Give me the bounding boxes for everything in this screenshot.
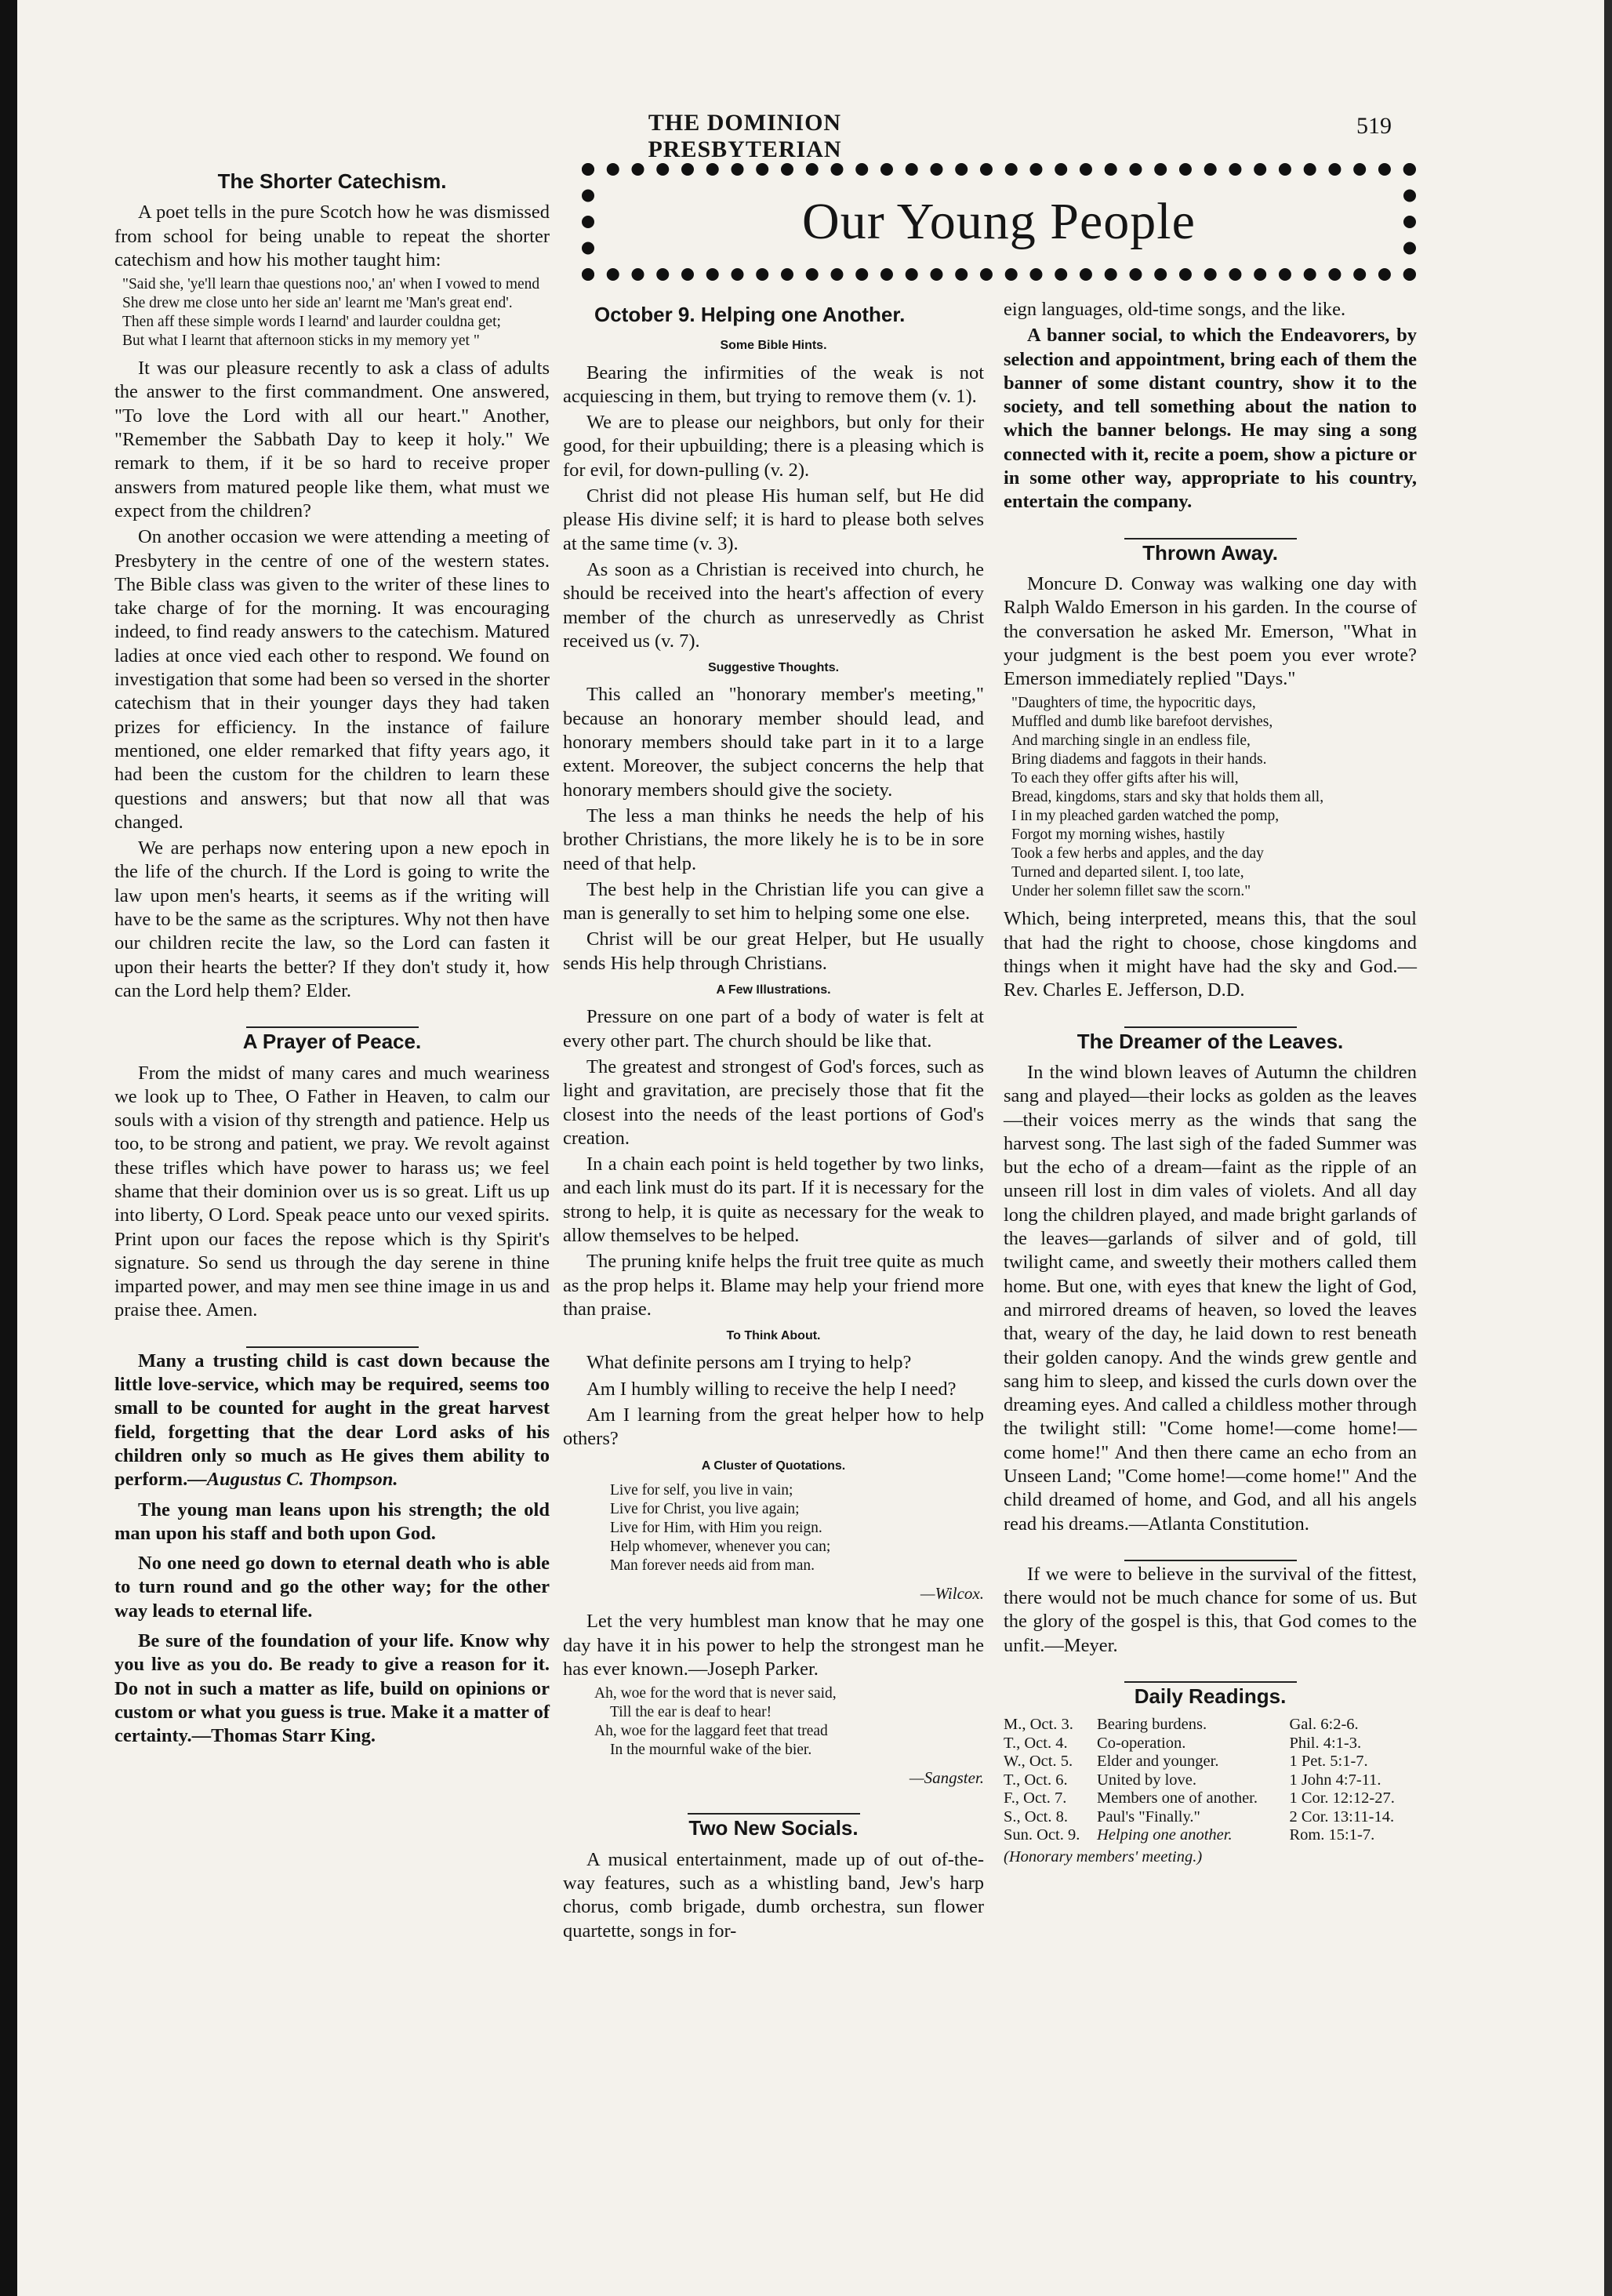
masthead: THE DOMINION PRESBYTERIAN	[648, 110, 842, 162]
days-poem	[1004, 694, 1417, 901]
suggestion-paragraph: This called an "honorary member's meeting," because an honorary member should lead, and honorary members should take part in it to a large extent. Moreover, the subject concerns the help that honorary members should give the society.	[563, 684, 984, 801]
no-one-paragraph: No one need go down to eternal death who is able to turn round and go the other way; for the other way leads to eternal life.	[114, 1553, 550, 1622]
reading-topic: Co-operation.	[1097, 1734, 1186, 1752]
table-row	[1004, 1826, 1417, 1845]
poem-line: But what I learnt that afternoon sticks in my memory yet "	[122, 332, 480, 350]
reading-ref: Rom. 15:1-7.	[1289, 1826, 1375, 1844]
poem-line: Live for Christ, you live again;	[610, 1500, 800, 1517]
reading-topic: Elder and younger.	[1097, 1753, 1219, 1771]
divider	[563, 1797, 984, 1807]
divider	[114, 1011, 550, 1020]
thrown-paragraph: Which, being interpreted, means this, that the soul that had the right to choose, chose kingdoms and things when it might have had the sky and God.—Rev. Charles E. Jefferson, D.D.	[1004, 908, 1417, 1001]
quotations-heading: A Cluster of Quotations.	[701, 1459, 846, 1473]
illustrations-heading: A Few Illustrations.	[716, 983, 831, 997]
reading-day: F., Oct. 7.	[1004, 1789, 1067, 1807]
poem-line: Then aff these simple words I learnd' and laurder couldna get;	[122, 314, 501, 331]
scotch-poem	[114, 275, 550, 351]
child-text: Many a trusting child is cast down because the little love-service, which may be required, seems too small to be counted for aught in the great harvest field, forgetting that the dear Lord asks of his children only so much as He gives them ability to perform.	[114, 1350, 550, 1491]
reading-topic: United by love.	[1097, 1771, 1197, 1789]
quotation-poem	[563, 1684, 984, 1760]
humblest-paragraph: Let the very humblest man know that he may one day have it in his power to help the strongest man he has ever known.—Joseph Parker.	[563, 1611, 984, 1680]
poem-line: Till the ear is deaf to hear!	[610, 1704, 772, 1721]
poem-line: I in my pleached garden watched the pomp,	[1011, 808, 1280, 825]
meyer-paragraph: If we were to believe in the survival of the fittest, there would not be much chance for some of us. But the glory of the gospel is this, that God comes to the unfit.—Meyer.	[1004, 1563, 1417, 1656]
poem-line: Forgot my morning wishes, hastily	[1011, 826, 1225, 844]
reading-ref: Phil. 4:1-3.	[1289, 1734, 1362, 1752]
section-banner	[582, 163, 1416, 281]
prayer-paragraph: From the midst of many cares and much weariness we look up to Thee, O Father in Heaven, to calm our souls with a vision of thy strength and patience. Help us too, to be strong and patient, we pray. We revolt against these trifles which have power to harass us; we feel shame that their dominion over us is so great. Lift us up into liberty, O Lord. Speak peace unto our vexed spirits. Print upon our faces the repose which is thy Spirit's signature. So send us through the day serene in thine imparted power, and may men see thine image in us and praise thee. Amen.	[114, 1062, 550, 1321]
hint-paragraph: We are to please our neighbors, but only for their good, for their upbuilding; there is a pleasing which is for evil, for down-pulling (v. 2).	[563, 412, 984, 481]
poem-line: Muffled and dumb like barefoot dervishes,	[1011, 714, 1273, 731]
page-number: 519	[1356, 113, 1392, 139]
table-row	[1004, 1716, 1417, 1735]
reading-ref: 1 Pet. 5:1-7.	[1289, 1753, 1368, 1771]
banner-social-paragraph: A banner social, to which the Endeavorers, by selection and appointment, bring each of them the banner of some distant country, show it to the society, and tell something about the nation to which the banner belongs. He may sing a song connected with it, recite a poem, show a picture or in some other way, appropriate to his country, entertain the company.	[1004, 325, 1417, 513]
poem-line: Bring diadems and faggots in their hands.	[1011, 751, 1267, 768]
poem-line: In the mournful wake of the bier.	[610, 1742, 812, 1759]
poem-line: "Daughters of time, the hypocritic days,	[1011, 695, 1256, 712]
quotation-attribution: —Sangster.	[909, 1768, 984, 1788]
illustration-paragraph: The greatest and strongest of God's forces, such as light and gravitation, are precisely those that fit the closest into the needs of the least portions of God's creation.	[563, 1055, 984, 1149]
poem-line: And marching single in an endless file,	[1011, 732, 1251, 750]
child-paragraph	[114, 1350, 550, 1492]
catechism-paragraph: On another occasion we were attending a meeting of Presbytery in the centre of one of the western states. The Bible class was given to the writer of these lines to take charge of for the morning. It was encouraging indeed, to find ready answers to the catechism. Matured ladies at once vied each other to respond. We found on investigation that some had been so versed in the shorter catechism that in their younger days they had taken prizes for efficiency. In the instance of failure mentioned, one elder remarked that fifty years ago, it had been the custom for the children to learn these questions and answers; but that now all that was changed.	[114, 526, 550, 833]
thrown-paragraph: Moncure D. Conway was walking one day with Ralph Waldo Emerson in his garden. In the course of the conversation he asked Mr. Emerson, "What in your judgment is the best poem you ever wrote? Emerson immediately replied "Days."	[1004, 572, 1417, 690]
scan-edge-right	[1604, 0, 1612, 2296]
table-row	[1004, 1789, 1417, 1808]
reading-ref: 2 Cor. 13:11-14.	[1289, 1807, 1395, 1826]
poem-line: Ah, woe for the word that is never said,	[594, 1685, 837, 1702]
suggestion-paragraph: The best help in the Christian life you can give a man is generally to set him to helping some one else.	[563, 878, 984, 925]
table-row	[1004, 1735, 1417, 1753]
illustration-paragraph: Pressure on one part of a body of water is felt at every other part. The church should be like that.	[563, 1006, 984, 1052]
reading-day: W., Oct. 5.	[1004, 1753, 1073, 1771]
illustration-paragraph: The pruning knife helps the fruit tree quite as much as the prop helps it. Blame may help your friend more than praise.	[563, 1251, 984, 1320]
poem-line: "Said she, 'ye'll learn thae questions noo,' an' when I vowed to mend	[122, 276, 540, 293]
column-middle	[563, 298, 984, 1945]
reading-day: Sun. Oct. 9.	[1004, 1826, 1080, 1844]
thrown-away-title: Thrown Away.	[1142, 540, 1278, 565]
reading-day: S., Oct. 8.	[1004, 1807, 1068, 1826]
poem-line: Live for self, you live in vain;	[610, 1481, 793, 1499]
dreamer-paragraph: In the wind blown leaves of Autumn the children sang and played—their locks as golden as the leaves—their voices merry as the winds that sang the harvest song. The last sigh of the faded Summer was but the echo of a dream—faint as the ripple of an unseen rill lost in dim vales of violets. And all day long the children played, and made bright garlands of the leaves—garlands of silver and of gold, till twilight came, and sweetly their mothers called them home. But one, with eyes that knew the light of God, and mirrored dreams of heaven, so loved the leaves that, weary of the day, he laid down to rest beneath their golden canopy. And the winds grew gentle and sang him to sleep, and kissed the curls down over the dreaming eyes. And called a childless mother through the twilight still: "Come home!—come home!—come home!" And then there came an echo from an Unseen Land; "Come home!—come home!" And the child dreamed of home, and God, and all his angels read his dreams.—Atlanta Constitution.	[1004, 1061, 1417, 1535]
readings-note: (Honorary members' meeting.)	[1004, 1847, 1203, 1866]
reading-ref: 1 John 4:7-11.	[1289, 1771, 1381, 1789]
socials-title: Two New Socials.	[688, 1816, 859, 1840]
quotation-poem	[563, 1481, 984, 1575]
catechism-paragraph: We are perhaps now entering upon a new epoch in the life of the church. If the Lord is going to write the law upon men's hearts, it seems as if the writing will have to be the same as the scriptures. Why not then have our children recite the law, so the Lord can fasten it upon their hearts the better? If they don't study it, how can the Lord help them? Elder.	[114, 837, 550, 1001]
think-question: Am I humbly willing to receive the help I need?	[586, 1378, 957, 1400]
divider	[1004, 1011, 1417, 1020]
poem-line: She drew me close unto her side an' learnt me 'Man's great end'.	[122, 295, 513, 312]
hint-paragraph: Christ did not please His human self, but He did please His divine self; it is hard to please both selves at the same time (v. 3).	[563, 485, 984, 554]
divider	[1004, 1544, 1417, 1553]
reading-day: T., Oct. 6.	[1004, 1771, 1068, 1789]
divider	[1004, 1666, 1417, 1675]
reading-topic: Members one of another.	[1097, 1789, 1258, 1807]
suggestion-paragraph: The less a man thinks he needs the help of his brother Christians, the more likely he is to be in sore need of that help.	[563, 805, 984, 874]
scan-edge-left	[0, 0, 17, 2296]
table-row	[1004, 1753, 1417, 1771]
poem-line: To each they offer gifts after his will,	[1011, 770, 1239, 787]
dreamer-title: The Dreamer of the Leaves.	[1076, 1029, 1344, 1053]
catechism-paragraph: A poet tells in the pure Scotch how he was dismissed from school for being unable to repeat the shorter catechism and how his mother taught him:	[114, 202, 550, 271]
reading-day: T., Oct. 4.	[1004, 1734, 1068, 1752]
divider	[114, 1331, 550, 1340]
divider	[1004, 522, 1417, 532]
lesson-title: October 9. Helping one Another.	[594, 303, 906, 326]
bible-hints-heading: Some Bible Hints.	[720, 339, 827, 353]
foundation-paragraph: Be sure of the foundation of your life. Know why you live as you do. Be ready to give a reason for it. Do not in such a matter as life, build on opinions or custom or what you guess is true. Make it a matter of certainty.—Thomas Starr King.	[114, 1630, 550, 1747]
poem-line: Took a few herbs and apples, and the day	[1011, 845, 1264, 863]
table-row	[1004, 1771, 1417, 1790]
hint-paragraph: Bearing the infirmities of the weak is not acquiescing in them, but trying to remove them (v. 1).	[563, 361, 984, 407]
table-row	[1004, 1808, 1417, 1827]
poem-line: Man forever needs aid from man.	[610, 1557, 815, 1574]
column-left	[114, 165, 550, 1751]
think-question: What definite persons am I trying to help?	[586, 1352, 912, 1374]
reading-day: M., Oct. 3.	[1004, 1716, 1073, 1734]
banner-title: Our Young People	[802, 193, 1196, 250]
prayer-title: A Prayer of Peace.	[242, 1030, 422, 1054]
poem-line: Live for Him, with Him you reign.	[610, 1519, 822, 1536]
think-question: Am I learning from the great helper how to help others?	[563, 1404, 984, 1450]
readings-title: Daily Readings.	[1134, 1684, 1287, 1709]
socials-paragraph: A musical entertainment, made up of out of-the-way features, such as a whistling band, Jew's harp chorus, comb brigade, dumb orchestra, sun flower quartette, songs in for-	[563, 1848, 984, 1942]
poem-line: Turned and departed silent. I, too late,	[1011, 864, 1244, 881]
reading-ref: Gal. 6:2-6.	[1289, 1716, 1359, 1734]
readings-table	[1004, 1716, 1417, 1845]
quotation-attribution: —Wilcox.	[920, 1583, 984, 1603]
catechism-title: The Shorter Catechism.	[217, 169, 447, 193]
suggestion-paragraph: Christ will be our great Helper, but He usually sends His help through Christians.	[563, 928, 984, 974]
suggestive-heading: Suggestive Thoughts.	[707, 661, 840, 675]
poem-line: Help whomever, whenever you can;	[610, 1538, 831, 1555]
child-attribution: —Augustus C. Thompson.	[187, 1469, 398, 1491]
poem-line: Ah, woe for the laggard feet that tread	[594, 1723, 828, 1740]
reading-topic: Paul's "Finally."	[1097, 1807, 1200, 1826]
reading-topic: Bearing burdens.	[1097, 1716, 1207, 1734]
poem-line: Under her solemn fillet saw the scorn."	[1011, 883, 1251, 900]
socials-continuation: eign languages, old-time songs, and the like.	[1004, 299, 1346, 320]
illustration-paragraph: In a chain each point is held together by two links, and each link must do its part. If it is necessary for the strong to help, it is quite as necessary for the weak to allow themselves to be helped.	[563, 1153, 984, 1246]
reading-topic: Helping one another.	[1097, 1826, 1233, 1844]
reading-ref: 1 Cor. 12:12-27.	[1289, 1789, 1395, 1807]
young-man-paragraph: The young man leans upon his strength; the old man upon his staff and both upon God.	[114, 1499, 550, 1544]
hint-paragraph: As soon as a Christian is received into church, he should be received into the heart's affection of every member of the church as unreservedly as Christ received us (v. 7).	[563, 558, 984, 652]
column-right	[1004, 298, 1417, 1869]
catechism-paragraph: It was our pleasure recently to ask a class of adults the answer to the first commandment. One answered, "To love the Lord with all our heart." Another, "Remember the Sabbath Day to keep it holy." We remark to them, if it be so hard to receive proper answers from matured people like them, what must we expect from the children?	[114, 358, 550, 521]
poem-line: Bread, kingdoms, stars and sky that holds them all,	[1011, 789, 1324, 806]
think-heading: To Think About.	[726, 1329, 821, 1343]
